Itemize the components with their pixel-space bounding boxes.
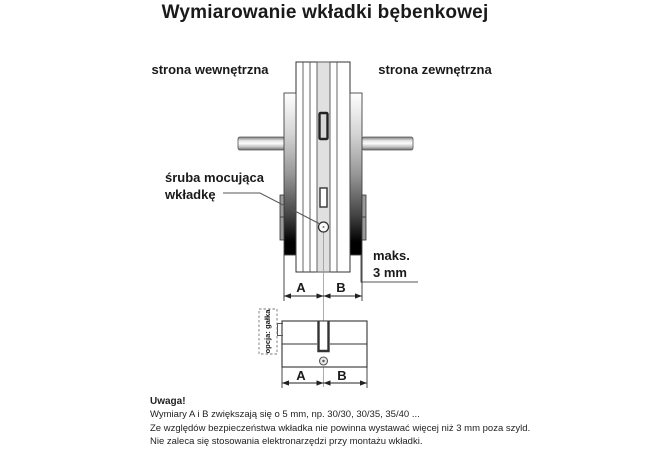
arrowhead	[360, 380, 367, 385]
notes-heading: Uwaga!	[150, 396, 186, 407]
arrowhead	[355, 293, 362, 298]
page-title: Wymiarowanie wkładki bębenkowej	[161, 2, 489, 23]
fixing-screw-slot	[319, 322, 329, 352]
inner-shield-plate	[284, 93, 296, 255]
note-line: Ze względów bezpieczeństwa wkładka nie powinna wystawać więcej niż 3 mm poza szyld.	[150, 422, 531, 434]
outer-shield-plate	[350, 93, 362, 255]
arrowhead	[317, 380, 324, 385]
arrowhead	[317, 293, 324, 298]
outer-handle-spindle	[362, 137, 413, 150]
note-line: Nie zaleca się stosowania elektronarzędzi przy montażu wkładki.	[150, 436, 423, 448]
screw-label-line1: śruba mocująca	[165, 170, 264, 185]
keyway-element	[320, 188, 327, 207]
arrowhead	[282, 380, 289, 385]
inner-handle-spindle	[238, 137, 285, 150]
dim-a-bottom: A	[296, 368, 306, 383]
cylinder-screw-dot	[322, 360, 324, 362]
inner-side-label: strona wewnętrzna	[151, 62, 269, 77]
outer-shield-tab	[362, 195, 366, 240]
knob-option-label: opcja: gałka	[263, 309, 272, 354]
arrowhead	[324, 293, 331, 298]
notes-block	[150, 395, 530, 449]
inner-shield-tab	[280, 195, 284, 240]
latch-element	[320, 113, 328, 139]
arrowhead	[284, 293, 291, 298]
dim-a-top: A	[296, 280, 306, 295]
note-line: Wymiary A i B zwiększają się o 5 mm, np. 30/30, 30/35, 35/40 ...	[150, 409, 420, 421]
max-label-line2: 3 mm	[373, 265, 407, 280]
dim-b-top: B	[336, 280, 346, 295]
arrowhead	[324, 380, 331, 385]
cylinder-lock-diagram	[0, 55, 650, 395]
max-label-line1: maks.	[373, 248, 410, 263]
dim-b-bottom: B	[337, 368, 347, 383]
fixing-screw-dot	[323, 226, 325, 228]
screw-label-line2: wkładkę	[165, 187, 216, 202]
outer-side-label: strona zewnętrzna	[378, 62, 492, 77]
